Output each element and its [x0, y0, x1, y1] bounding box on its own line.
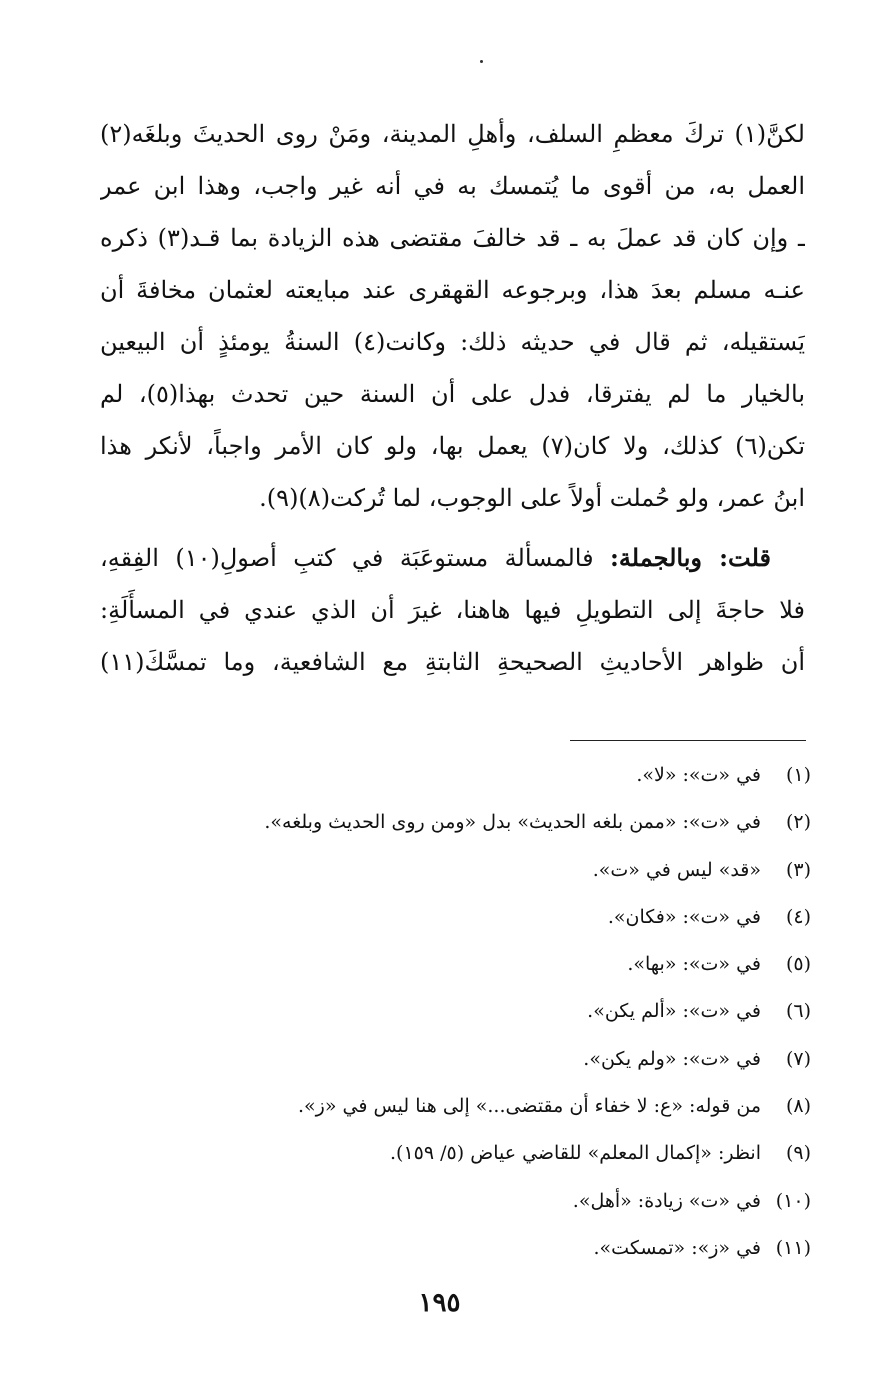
footnote-number: (٢) — [785, 811, 811, 834]
footnote — [151, 1130, 811, 1177]
footnote-text: من قوله: «ع: لا خفاء أن مقتضى...» إلى هنا ليس في «ز». — [297, 1095, 761, 1118]
footnote-text: في «ت»: «ولم يكن». — [583, 1047, 761, 1070]
footnote-number: (١١) — [775, 1236, 811, 1259]
text-line: العمل به، من أقوى ما يُتمسك به في أنه غير واجب، وهذا ابن عمر — [100, 172, 805, 200]
footnote-text: في «ت»: «بها». — [627, 953, 761, 976]
footnote-text: «قد» ليس في «ت». — [592, 858, 761, 881]
text-line: فلا حاجةَ إلى التطويلِ فيها هاهنا، غيرَ أن الذي عندي في المسأَلَةِ: — [100, 596, 805, 624]
text-line: ـ وإن كان قد عملَ به ـ قد خالفَ مقتضى هذه الزيادة بما قـد(٣) ذكره — [100, 224, 805, 252]
footnote-number: (٦) — [785, 1000, 811, 1023]
footnote — [151, 752, 811, 799]
footnote-text: في «ت»: «فكان». — [607, 905, 761, 928]
footnote — [151, 1083, 811, 1130]
text-line: عنـه مسلم بعدَ هذا، وبرجوعه القهقرى عند مبايعته لعثمان مخافةَ أن — [100, 276, 805, 304]
bold-lead-in: قلت: وبالجملة: — [610, 543, 772, 572]
footnote — [151, 1036, 811, 1083]
footnote — [151, 799, 811, 846]
footnote-text: في «ت»: «ممن بلغه الحديث» بدل «ومن روى الحديث وبلغه». — [264, 811, 761, 834]
footnote — [151, 941, 811, 988]
footnote-number: (٥) — [785, 953, 811, 976]
footnote-number: (١) — [785, 764, 811, 786]
footnote-separator — [570, 740, 806, 741]
text-run: فالمسألة مستوعَبَة في كتبِ أصولِ(١٠) الفِقهِ، — [100, 544, 611, 572]
paragraph-gap — [100, 524, 805, 532]
decorative-dot — [480, 60, 483, 63]
footnote-text: في «ت» زيادة: «أهل». — [572, 1189, 761, 1212]
footnote — [151, 988, 811, 1035]
text-line: لكنَّ(١) تركَ معظمِ السلف، وأهلِ المدينة، ومَنْ روى الحديثَ وبلغَه(٢) — [100, 120, 805, 148]
footnote — [151, 894, 811, 941]
text-line: بالخيار ما لم يفترقا، فدل على أن السنة حين تحدث بهذا(٥)، لم — [100, 380, 805, 408]
footnote-number: (٤) — [785, 905, 811, 928]
footnote — [151, 1225, 811, 1272]
text-line: تكن(٦) كذلك، ولا كان(٧) يعمل بها، ولو كان الأمر واجباً، لأنكر هذا — [100, 432, 805, 460]
footnote-number: (٨) — [785, 1095, 811, 1118]
footnote-text: في «ز»: «تمسكت». — [593, 1236, 761, 1259]
footnote — [151, 847, 811, 894]
footnote-text: انظر: «إكمال المعلم» للقاضي عياض (٥/ ١٥٩). — [390, 1142, 761, 1165]
page-number: ١٩٥ — [418, 1288, 461, 1318]
footnote-number: (٣) — [785, 858, 811, 881]
footnote-number: (٧) — [785, 1047, 811, 1070]
footnote-number: (١٠) — [775, 1189, 811, 1212]
text-line: ابنُ عمر، ولو حُملت أولاً على الوجوب، لما تُركت(٨)(٩). — [259, 484, 805, 512]
main-text — [100, 108, 805, 688]
footnotes — [151, 752, 811, 1272]
footnote-number: (٩) — [785, 1142, 811, 1165]
text-line: أن ظواهر الأحاديثِ الصحيحةِ الثابتةِ مع الشافعية، وما تمسَّكَ(١١) — [100, 648, 805, 676]
footnote-text: في «ت»: «لا». — [636, 764, 761, 786]
footnote — [151, 1178, 811, 1225]
footnote-text: في «ت»: «ألم يكن». — [587, 1000, 761, 1023]
text-line: يَستقيله، ثم قال في حديثه ذلك: وكانت(٤) السنةُ يومئذٍ أن البيعين — [100, 328, 805, 356]
text-line — [100, 532, 805, 584]
